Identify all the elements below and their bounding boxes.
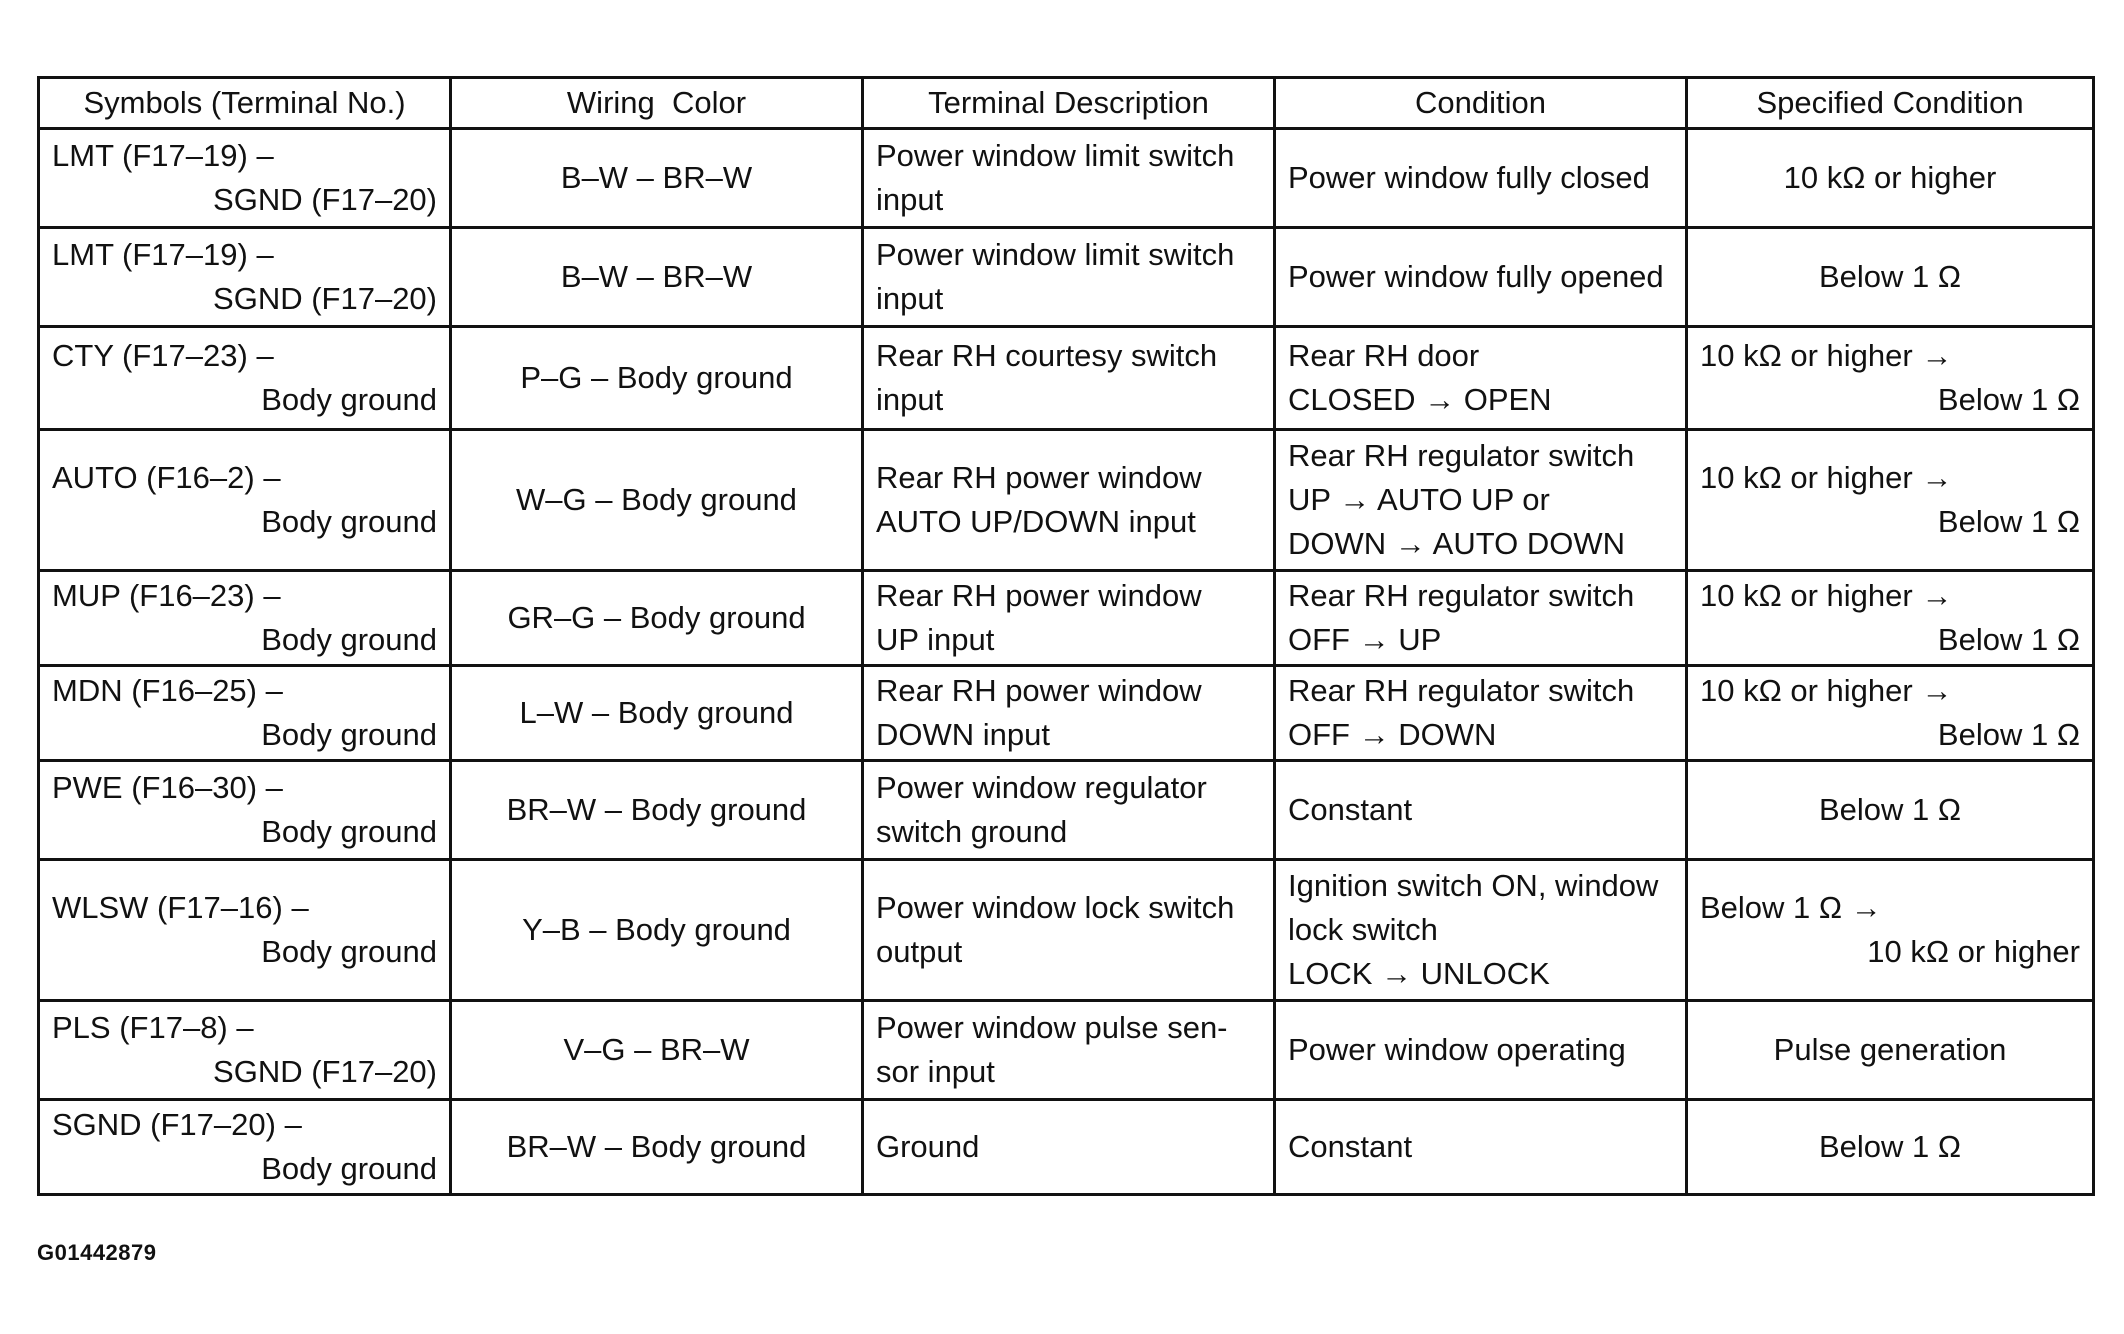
description-line: input	[876, 182, 944, 217]
symbol-terminal: AUTO (F16–2) –	[52, 460, 281, 495]
table-row	[39, 761, 2094, 860]
description-cell	[863, 1100, 1275, 1195]
wiring-color-cell: B–W – BR–W	[451, 129, 863, 228]
table-body	[39, 129, 2094, 1195]
symbol-terminal: MDN (F16–25) –	[52, 673, 283, 708]
specified-line: 10 kΩ or higher	[1867, 934, 2080, 969]
table-row	[39, 228, 2094, 327]
specified-condition-cell	[1687, 571, 2094, 666]
description-line: input	[876, 281, 944, 316]
description-line: input	[876, 382, 944, 417]
symbol-ground: Body ground	[261, 717, 437, 752]
condition-line: OFF → UP	[1288, 622, 1442, 657]
table-row	[39, 1001, 2094, 1100]
condition-line: Rear RH regulator switch	[1288, 438, 1635, 473]
specified-line: Below 1 Ω	[1937, 382, 2080, 417]
description-cell	[863, 327, 1275, 430]
table-row	[39, 860, 2094, 1001]
symbol-cell	[39, 129, 451, 228]
symbol-terminal: MUP (F16–23) –	[52, 578, 281, 613]
symbol-cell	[39, 327, 451, 430]
description-line: output	[876, 934, 963, 969]
symbol-cell	[39, 571, 451, 666]
condition-line: UP → AUTO UP or	[1288, 482, 1550, 517]
condition-line: LOCK → UNLOCK	[1288, 956, 1550, 991]
description-cell	[863, 571, 1275, 666]
description-line: UP input	[876, 622, 995, 657]
symbol-cell	[39, 228, 451, 327]
condition-line: CLOSED → OPEN	[1288, 382, 1552, 417]
symbol-cell	[39, 430, 451, 571]
description-line: Rear RH courtesy switch	[876, 338, 1218, 373]
table-row	[39, 666, 2094, 761]
symbol-ground: Body ground	[261, 622, 437, 657]
specified-condition-cell	[1687, 666, 2094, 761]
specified-condition-cell	[1687, 228, 2094, 327]
description-line: Power window limit switch	[876, 237, 1235, 272]
table-header	[39, 78, 2094, 129]
header-symbols: Symbols (Terminal No.)	[39, 78, 451, 129]
description-line: AUTO UP/DOWN input	[876, 504, 1196, 539]
description-line: Rear RH power window	[876, 673, 1202, 708]
description-line: Power window pulse sen-	[876, 1010, 1228, 1045]
symbol-ground: SGND (F17–20)	[213, 281, 437, 316]
specified-line: Below 1 Ω	[1818, 259, 1962, 294]
symbol-ground: Body ground	[261, 1151, 437, 1186]
condition-cell	[1275, 228, 1687, 327]
specified-line: Below 1 Ω	[1937, 717, 2080, 752]
description-line: sor input	[876, 1054, 995, 1089]
wiring-color-cell: W–G – Body ground	[451, 430, 863, 571]
description-line: Power window limit switch	[876, 138, 1235, 173]
condition-cell	[1275, 761, 1687, 860]
symbol-ground: Body ground	[261, 504, 437, 539]
description-cell	[863, 129, 1275, 228]
specified-condition-cell	[1687, 761, 2094, 860]
symbol-ground: Body ground	[261, 934, 437, 969]
description-cell	[863, 761, 1275, 860]
condition-cell	[1275, 860, 1687, 1001]
table-row	[39, 129, 2094, 228]
symbol-terminal: SGND (F17–20) –	[52, 1107, 302, 1142]
specified-line: 10 kΩ or higher →	[1700, 460, 1953, 495]
condition-line: Power window fully closed	[1288, 160, 1650, 195]
symbol-cell	[39, 1100, 451, 1195]
specified-line: 10 kΩ or higher →	[1700, 673, 1953, 708]
figure-id: G01442879	[37, 1240, 157, 1265]
description-cell	[863, 1001, 1275, 1100]
condition-line: Ignition switch ON, window	[1288, 868, 1659, 903]
specified-condition-cell	[1687, 327, 2094, 430]
wiring-color-cell: BR–W – Body ground	[451, 1100, 863, 1195]
wiring-color-cell: V–G – BR–W	[451, 1001, 863, 1100]
wiring-color-cell: BR–W – Body ground	[451, 761, 863, 860]
condition-line: Rear RH regulator switch	[1288, 673, 1635, 708]
symbol-cell	[39, 860, 451, 1001]
specified-condition-cell	[1687, 129, 2094, 228]
condition-line: lock switch	[1288, 912, 1438, 947]
symbol-terminal: CTY (F17–23) –	[52, 338, 274, 373]
specified-condition-cell	[1687, 1100, 2094, 1195]
header-row	[39, 78, 2094, 129]
symbol-terminal: PWE (F16–30) –	[52, 770, 283, 805]
condition-line: Constant	[1288, 1129, 1413, 1164]
condition-cell	[1275, 666, 1687, 761]
specified-line: Below 1 Ω →	[1700, 890, 1882, 925]
table-row	[39, 327, 2094, 430]
table-row	[39, 430, 2094, 571]
symbol-terminal: LMT (F17–19) –	[52, 138, 274, 173]
description-line: Rear RH power window	[876, 578, 1202, 613]
description-cell	[863, 666, 1275, 761]
symbol-ground: Body ground	[261, 814, 437, 849]
condition-cell	[1275, 430, 1687, 571]
symbol-terminal: LMT (F17–19) –	[52, 237, 274, 272]
wiring-color-cell: B–W – BR–W	[451, 228, 863, 327]
specified-line: 10 kΩ or higher →	[1700, 338, 1953, 373]
description-line: Power window regulator	[876, 770, 1207, 805]
condition-cell	[1275, 571, 1687, 666]
specified-line: 10 kΩ or higher	[1783, 160, 1997, 195]
header-wiring-color: Wiring Color	[451, 78, 863, 129]
header-terminal-description: Terminal Description	[863, 78, 1275, 129]
specified-line: Pulse generation	[1773, 1032, 2007, 1067]
wiring-color-cell: P–G – Body ground	[451, 327, 863, 430]
specified-condition-cell	[1687, 430, 2094, 571]
condition-cell	[1275, 1001, 1687, 1100]
specified-condition-cell	[1687, 860, 2094, 1001]
symbol-cell	[39, 1001, 451, 1100]
condition-line: Power window fully opened	[1288, 259, 1664, 294]
description-line: Rear RH power window	[876, 460, 1202, 495]
description-cell	[863, 860, 1275, 1001]
condition-line: Rear RH regulator switch	[1288, 578, 1635, 613]
specified-line: Below 1 Ω	[1937, 504, 2080, 539]
table-row	[39, 571, 2094, 666]
wiring-color-cell: Y–B – Body ground	[451, 860, 863, 1001]
condition-line: DOWN → AUTO DOWN	[1288, 526, 1625, 561]
specified-line: Below 1 Ω	[1818, 792, 1962, 827]
description-line: DOWN input	[876, 717, 1050, 752]
wiring-color-cell: GR–G – Body ground	[451, 571, 863, 666]
symbol-ground: SGND (F17–20)	[213, 1054, 437, 1089]
symbol-ground: SGND (F17–20)	[213, 182, 437, 217]
symbol-cell	[39, 666, 451, 761]
description-line: Power window lock switch	[876, 890, 1235, 925]
table-row	[39, 1100, 2094, 1195]
specified-line: Below 1 Ω	[1937, 622, 2080, 657]
header-specified-condition: Specified Condition	[1687, 78, 2094, 129]
description-cell	[863, 430, 1275, 571]
description-line: Ground	[876, 1129, 980, 1164]
specified-line: Below 1 Ω	[1818, 1129, 1962, 1164]
symbol-terminal: WLSW (F17–16) –	[52, 890, 309, 925]
symbol-ground: Body ground	[261, 382, 437, 417]
wiring-color-cell: L–W – Body ground	[451, 666, 863, 761]
description-cell	[863, 228, 1275, 327]
symbol-cell	[39, 761, 451, 860]
condition-line: Power window operating	[1288, 1032, 1626, 1067]
condition-line: Constant	[1288, 792, 1413, 827]
condition-cell	[1275, 1100, 1687, 1195]
terminal-spec-table	[37, 76, 2095, 1196]
condition-line: Rear RH door	[1288, 338, 1480, 373]
symbol-terminal: PLS (F17–8) –	[52, 1010, 254, 1045]
specified-condition-cell	[1687, 1001, 2094, 1100]
specified-line: 10 kΩ or higher →	[1700, 578, 1953, 613]
description-line: switch ground	[876, 814, 1068, 849]
condition-cell	[1275, 129, 1687, 228]
header-condition: Condition	[1275, 78, 1687, 129]
condition-line: OFF → DOWN	[1288, 717, 1497, 752]
condition-cell	[1275, 327, 1687, 430]
